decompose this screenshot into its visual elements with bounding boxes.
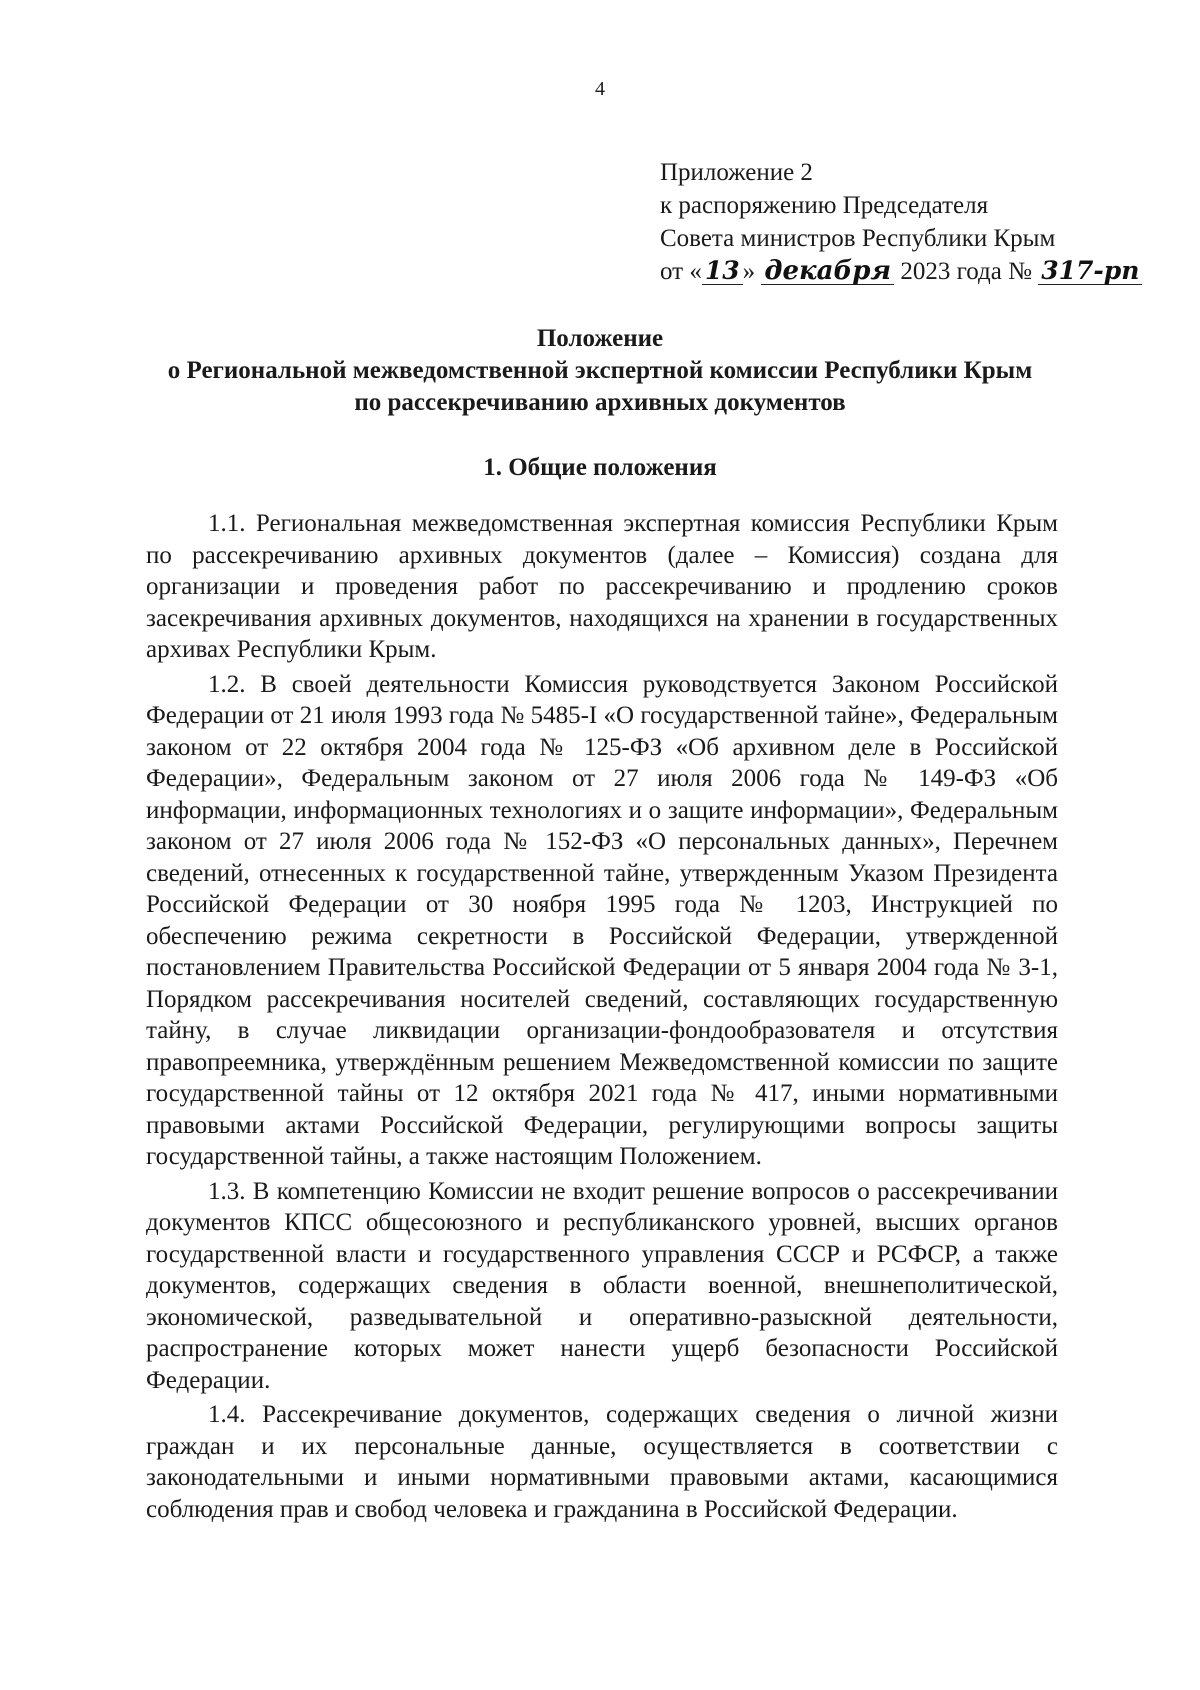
paragraph-1-4: 1.4. Рассекречивание документов, содержащих сведения о личной жизни граждан и их персональные данные, осуществляется в соответствии с законодательными и иными нормативными правовыми актами, касающимися соблюдения прав и свобод человека и гражданина в Российской Федерации. bbox=[146, 1401, 1058, 1523]
date-year: 2023 года № bbox=[894, 258, 1039, 285]
title-line-1: Положение bbox=[536, 325, 664, 352]
handwritten-day: 13 bbox=[702, 258, 743, 285]
title-line-2: о Региональной межведомственной экспертной комиссии Республики Крым bbox=[167, 357, 1033, 384]
handwritten-month: декабря bbox=[761, 258, 894, 285]
date-mid: » bbox=[742, 258, 762, 285]
date-prefix: от « bbox=[660, 258, 702, 285]
title-line-3: по рассекречиванию архивных документов bbox=[354, 389, 846, 416]
page-number: 4 bbox=[595, 78, 605, 100]
appendix-reference: к распоряжению Председателя bbox=[660, 192, 989, 219]
appendix-issuer: Совета министров Республики Крым bbox=[660, 225, 1056, 252]
paragraph-1-1: 1.1. Региональная межведомственная экспертная комиссия Республики Крым по рассекречиванию архивных документов (далее – Комиссия) создана для организации и проведения работ по рассекречиванию и продлению сроков засекречивания архивных документов, находящихся на хранении в государственных архивах Республики Крым. bbox=[146, 510, 1058, 663]
appendix-date-line bbox=[660, 255, 1142, 288]
section-heading: 1. Общие положения bbox=[483, 454, 717, 481]
section-body bbox=[146, 508, 1058, 1525]
paragraph-1-2: 1.2. В своей деятельности Комиссия руководствуется Законом Российской Федерации от 21 июля 1993 года № 5485-I «О государственной тайне», Федеральным законом от 22 октября 2004 года № 125-ФЗ «Об архивном деле в Российской Федерации», Федеральным законом от 27 июля 2006 года № 149-ФЗ «Об информации, информационных технологиях и о защите информации», Федеральным законом от 27 июля 2006 года № 152-ФЗ «О персональных данных», Перечнем сведений, отнесенных к государственной тайне, утвержденным Указом Президента Российской Федерации от 30 ноября 1995 года № 1203, Инструкцией по обеспечению режима секретности в Российской Федерации, утвержденной постановлением Правительства Российской Федерации от 5 января 2004 года № 3-1, Порядком рассекречивания носителей сведений, составляющих государственную тайну, в случае ликвидации организации-фондообразователя и отсутствия правопреемника, утверждённым решением Межведомственной комиссии по защите государственной тайны от 12 октября 2021 года № 417, иными нормативными правовыми актами Российской Федерации, регулирующими вопросы защиты государственной тайны, а также настоящим Положением. bbox=[146, 670, 1058, 1170]
appendix-title: Приложение 2 bbox=[660, 159, 813, 186]
appendix-block bbox=[660, 156, 1142, 288]
document-title bbox=[140, 323, 1060, 419]
handwritten-doc-number: 317-рп bbox=[1038, 258, 1142, 285]
paragraph-1-3: 1.3. В компетенцию Комиссии не входит решение вопросов о рассекречивании документов КПСС общесоюзного и республиканского уровней, высших органов государственной власти и государственного управления СССР и РСФСР, а также документов, содержащих сведения в области военной, внешнеполитической, экономической, разведывательной и оперативно-разыскной деятельности, распространение которых может нанести ущерб безопасности Российской Федерации. bbox=[146, 1177, 1058, 1394]
